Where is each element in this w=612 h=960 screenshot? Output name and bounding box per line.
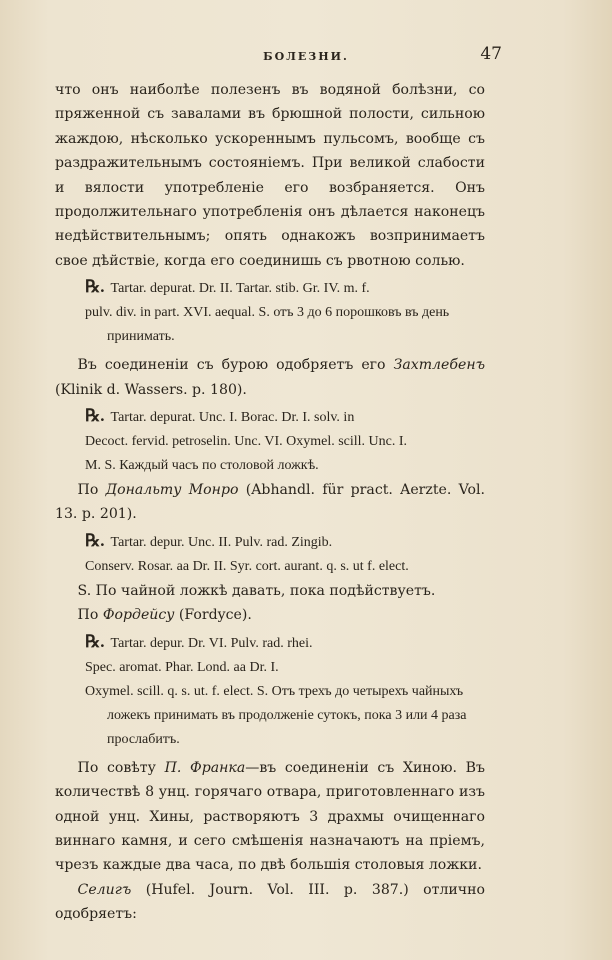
paragraph-6: [55, 756, 485, 878]
rx2-line-1: Tartar. depurat. Unc. I. Borac. Dr. I. solv. in: [110, 410, 355, 426]
prescription-1: [55, 275, 485, 349]
author-name: П. Франка: [164, 759, 246, 776]
p2-lead: Въ соединеніи съ бурою одобряетъ его: [77, 357, 394, 374]
rx3-line-2: Conserv. Rosar. aa Dr. II. Syr. cort. aurant. q. s. ut f. elect.: [85, 558, 409, 574]
prescription-2: [55, 404, 485, 478]
rx1-line-1: Tartar. depurat. Dr. II. Tartar. stib. Gr. IV. m. f.: [110, 281, 370, 297]
paragraph-4: S. По чайной ложкѣ давать, пока подѣйствуетъ.: [77, 582, 436, 599]
rx2-line-3: M. S. Каждый часъ по столовой ложкѣ.: [85, 458, 319, 474]
p6-lead: По совѣту: [77, 759, 165, 776]
rx4-line-2: Spec. aromat. Phar. Lond. aa Dr. I.: [85, 659, 279, 675]
author-name: Дональту Монро: [105, 482, 239, 499]
recipe-symbol: ℞.: [85, 631, 105, 651]
p2-tail: (Klinik d. Wassers. p. 180).: [55, 381, 247, 398]
recipe-symbol: ℞.: [85, 406, 105, 426]
page-body: [55, 78, 485, 927]
p5-tail: (Fordyce).: [174, 607, 252, 624]
paragraph-2: [55, 353, 485, 402]
recipe-symbol: ℞.: [85, 277, 105, 297]
prescription-4: [55, 630, 485, 752]
rx4-line-1: Tartar. depur. Dr. VI. Pulv. rad. rhei.: [110, 635, 313, 651]
recipe-symbol: ℞.: [85, 530, 105, 550]
rx4-line-3: Oxymel. scill. q. s. ut. f. elect. S. Отъ трехъ до четырехъ чайныхъ ложекъ принимать въ продолженіе сутокъ, пока 3 или 4 раза прослабитъ.: [85, 683, 467, 747]
paragraph-1: что онъ наиболѣе полезенъ въ водяной болѣзни, со пряженной съ завалами въ брюшной полости, сильною жаждою, нѣсколько ускореннымъ пульсомъ, вообще съ раздражительнымъ состояніемъ. При великой слабости и вялости употребленіе его возбраняется. Онъ продолжительнаго употребленія онъ дѣлается наконецъ недѣйствительнымъ; опять однакожъ возпринимаетъ свое дѣйствіе, когда его соединишь съ рвотною солью.: [55, 82, 485, 269]
rx2-line-2: Decoct. fervid. petroselin. Unc. VI. Oxymel. scill. Unc. I.: [85, 434, 408, 450]
p5-lead: По: [77, 607, 103, 624]
running-title: БОЛЕЗНИ.: [263, 50, 349, 63]
author-name: Селигъ: [77, 881, 132, 898]
p3-tail: (Abhandl. für pract. Aerzte. Vol. 13. p. 201).: [55, 482, 485, 523]
p3-lead: По: [77, 482, 106, 499]
author-name: Фордейсу: [102, 607, 175, 624]
page-number: 47: [480, 44, 502, 64]
author-name: Захтлебенъ: [393, 357, 485, 374]
paragraph-5: [55, 603, 485, 627]
prescription-3: [55, 529, 485, 579]
p7-tail: (Hufel. Journ. Vol. III. p. 387.) отлично одобряетъ:: [55, 881, 485, 923]
paragraph-7: [55, 878, 485, 927]
p6-tail: —въ соединеніи съ Хиною. Въ количествѣ 8 унц. горячаго отвара, приготовленнаго изъ одной унц. Хины, растворяютъ 3 драхмы очищеннаго виннаго камня, и сего смѣшенія назначаютъ на пріемъ, чрезъ каждые два часа, по двѣ большія столовыя ложки.: [55, 759, 485, 874]
rx1-line-2: pulv. div. in part. XVI. aequal. S. отъ 3 до 6 порошковъ въ день принимать.: [85, 305, 450, 345]
paragraph-3: [55, 478, 485, 527]
rx3-line-1: Tartar. depur. Unc. II. Pulv. rad. Zingib.: [110, 534, 333, 550]
